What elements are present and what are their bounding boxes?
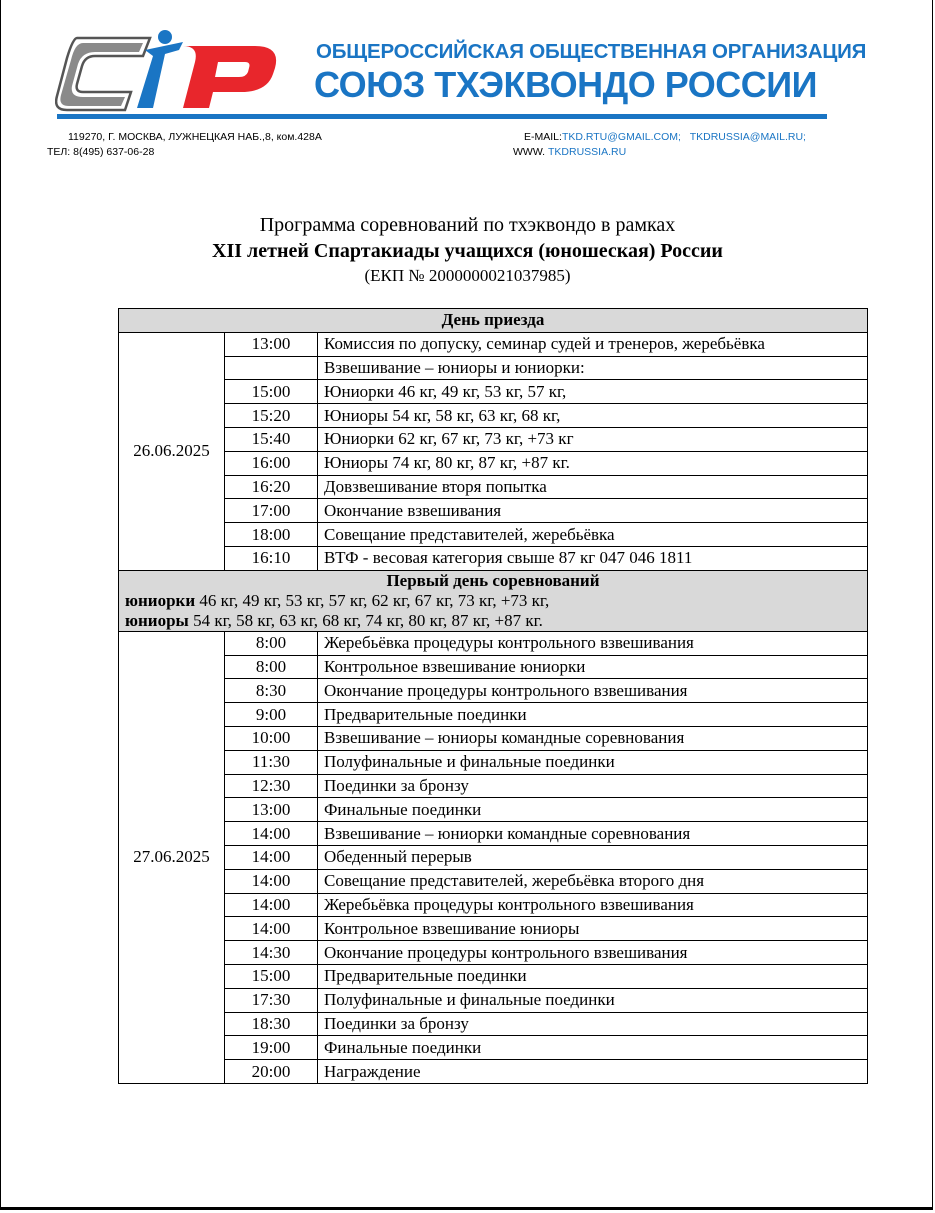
boys-label: юниоры — [125, 610, 189, 630]
table-row — [119, 917, 868, 941]
event-cell: Юниорки 62 кг, 67 кг, 73 кг, +73 кг — [318, 427, 868, 451]
time-cell: 16:10 — [225, 546, 318, 570]
event-cell: Юниоры 74 кг, 80 кг, 87 кг, +87 кг. — [318, 451, 868, 475]
time-cell: 9:00 — [225, 703, 318, 727]
event-cell: Предварительные поединки — [318, 703, 868, 727]
time-cell: 8:00 — [225, 655, 318, 679]
time-cell: 14:00 — [225, 822, 318, 846]
time-cell: 14:00 — [225, 893, 318, 917]
time-cell: 8:00 — [225, 631, 318, 655]
time-cell: 15:20 — [225, 404, 318, 428]
girls-label: юниорки — [125, 590, 196, 610]
event-cell: Финальные поединки — [318, 1036, 868, 1060]
time-cell: 14:30 — [225, 941, 318, 965]
time-cell: 20:00 — [225, 1060, 318, 1084]
table-row — [119, 332, 868, 356]
address: 119270, Г. МОСКВА, ЛУЖНЕЦКАЯ НАБ.,8, ком.428А — [68, 131, 322, 143]
table-row — [119, 964, 868, 988]
table-row — [119, 845, 868, 869]
time-cell: 14:00 — [225, 845, 318, 869]
table-row — [119, 893, 868, 917]
email-link-2[interactable]: TKDRUSSIA@MAIL.RU; — [689, 131, 806, 143]
web-line — [513, 146, 626, 158]
email-label: E-MAIL: — [524, 131, 562, 143]
table-row — [119, 546, 868, 570]
event-cell: Поединки за бронзу — [318, 774, 868, 798]
event-cell: Комиссия по допуску, семинар судей и тренеров, жеребьёвка — [318, 332, 868, 356]
time-cell: 16:00 — [225, 451, 318, 475]
doc-title-line1: Программа соревнований по тхэквондо в рамках — [259, 214, 676, 236]
event-cell: Довзвешивание вторя попытка — [318, 475, 868, 499]
event-cell: Окончание взвешивания — [318, 499, 868, 523]
time-cell: 14:00 — [225, 869, 318, 893]
table-row — [119, 356, 868, 380]
event-cell: Поединки за бронзу — [318, 1012, 868, 1036]
table-row — [119, 726, 868, 750]
event-cell: Предварительные поединки — [318, 964, 868, 988]
girls-weights-line — [125, 591, 861, 611]
boys-weights-line — [125, 611, 861, 631]
event-cell: Финальные поединки — [318, 798, 868, 822]
event-cell: Полуфинальные и финальные поединки — [318, 750, 868, 774]
day2-date: 27.06.2025 — [119, 631, 225, 1083]
event-cell: Окончание процедуры контрольного взвешивания — [318, 679, 868, 703]
day2-header-cell — [119, 570, 868, 631]
event-cell: Жеребьёвка процедуры контрольного взвешивания — [318, 631, 868, 655]
header-divider — [57, 114, 827, 119]
time-cell: 15:40 — [225, 427, 318, 451]
event-cell: Полуфинальные и финальные поединки — [318, 988, 868, 1012]
table-row — [119, 427, 868, 451]
table-row — [119, 404, 868, 428]
table-row — [119, 869, 868, 893]
table-row — [119, 1012, 868, 1036]
doc-title-line2: XII летней Спартакиады учащихся (юношеская) России — [212, 240, 723, 262]
event-cell: Взвешивание – юниорки командные соревнования — [318, 822, 868, 846]
email-line — [524, 131, 806, 143]
table-row — [119, 822, 868, 846]
web-link[interactable]: TKDRUSSIA.RU — [548, 146, 627, 158]
time-cell: 14:00 — [225, 917, 318, 941]
table-row — [119, 750, 868, 774]
event-cell: Контрольное взвешивание юниоры — [318, 917, 868, 941]
stp-logo-icon — [55, 28, 287, 120]
event-cell: Взвешивание – юниоры и юниорки: — [318, 356, 868, 380]
table-row — [119, 988, 868, 1012]
table-row — [119, 631, 868, 655]
table-row — [119, 523, 868, 547]
time-cell: 15:00 — [225, 380, 318, 404]
event-cell: Совещание представителей, жеребьёвка — [318, 523, 868, 547]
web-label: WWW. — [513, 146, 546, 158]
table-row — [119, 1060, 868, 1084]
event-cell: Взвешивание – юниоры командные соревнования — [318, 726, 868, 750]
time-cell: 13:00 — [225, 798, 318, 822]
event-cell: Жеребьёвка процедуры контрольного взвешивания — [318, 893, 868, 917]
table-row — [119, 475, 868, 499]
org-name-line2: СОЮЗ ТХЭКВОНДО РОССИИ — [314, 64, 818, 105]
day2-header-row — [119, 570, 868, 631]
org-name-line1: ОБЩЕРОССИЙСКАЯ ОБЩЕСТВЕННАЯ ОРГАНИЗАЦИЯ — [316, 40, 867, 63]
time-cell: 19:00 — [225, 1036, 318, 1060]
time-cell: 12:30 — [225, 774, 318, 798]
table-row — [119, 499, 868, 523]
time-cell: 17:00 — [225, 499, 318, 523]
schedule-table — [118, 308, 868, 1084]
email-link-1[interactable]: TKD.RTU@GMAIL.COM; — [561, 131, 681, 143]
doc-title-line3: (ЕКП № 2000000021037985) — [364, 266, 571, 285]
event-cell: Окончание процедуры контрольного взвешивания — [318, 941, 868, 965]
table-row — [119, 655, 868, 679]
day1-date: 26.06.2025 — [119, 332, 225, 570]
time-cell: 8:30 — [225, 679, 318, 703]
boys-weights: 54 кг, 58 кг, 63 кг, 68 кг, 74 кг, 80 кг, 87 кг, +87 кг. — [188, 610, 543, 630]
table-row — [119, 1036, 868, 1060]
table-row — [119, 798, 868, 822]
time-cell: 13:00 — [225, 332, 318, 356]
time-cell: 17:30 — [225, 988, 318, 1012]
event-cell: Обеденный перерыв — [318, 845, 868, 869]
girls-weights: 46 кг, 49 кг, 53 кг, 57 кг, 62 кг, 67 кг, 73 кг, +73 кг, — [195, 590, 550, 610]
time-cell: 18:30 — [225, 1012, 318, 1036]
event-cell: Юниоры 54 кг, 58 кг, 63 кг, 68 кг, — [318, 404, 868, 428]
event-cell: Контрольное взвешивание юниорки — [318, 655, 868, 679]
table-row — [119, 774, 868, 798]
time-cell: 11:30 — [225, 750, 318, 774]
table-row — [119, 451, 868, 475]
table-row — [119, 380, 868, 404]
time-cell — [225, 356, 318, 380]
time-cell: 16:20 — [225, 475, 318, 499]
time-cell: 18:00 — [225, 523, 318, 547]
table-row — [119, 679, 868, 703]
event-cell: ВТФ - весовая категория свыше 87 кг 047 046 1811 — [318, 546, 868, 570]
phone: ТЕЛ: 8(495) 637-06-28 — [47, 146, 155, 158]
event-cell: Совещание представителей, жеребьёвка второго дня — [318, 869, 868, 893]
time-cell: 15:00 — [225, 964, 318, 988]
event-cell: Юниорки 46 кг, 49 кг, 53 кг, 57 кг, — [318, 380, 868, 404]
table-row — [119, 941, 868, 965]
event-cell: Награждение — [318, 1060, 868, 1084]
day2-header: Первый день соревнований — [386, 570, 600, 590]
time-cell: 10:00 — [225, 726, 318, 750]
day1-header-row — [119, 309, 868, 333]
table-row — [119, 703, 868, 727]
day1-header: День приезда — [119, 309, 868, 333]
